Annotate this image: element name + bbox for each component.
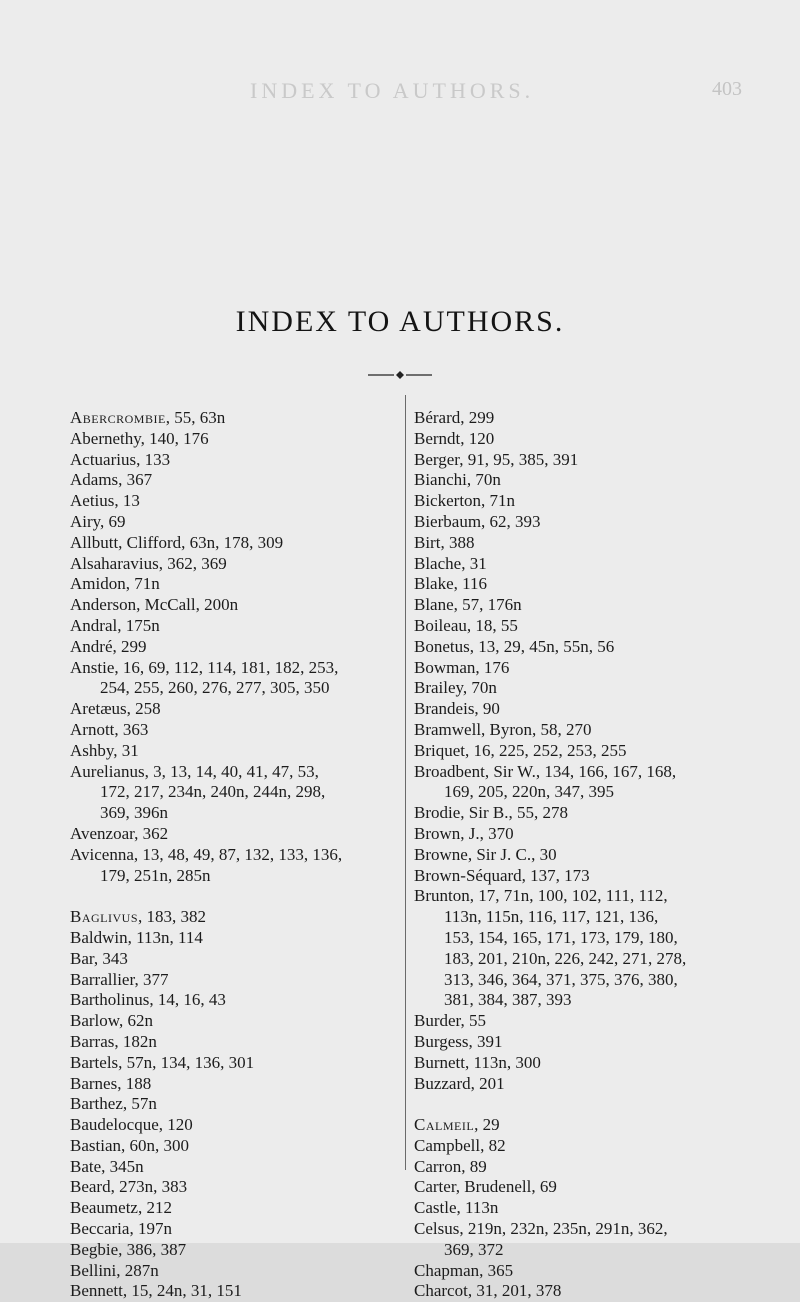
letter-section-lead: Abercrombie [70, 408, 166, 427]
index-entry-continuation: 381, 384, 387, 393 [444, 990, 572, 1010]
index-entry: Bastian, 60n, 300 [70, 1135, 189, 1155]
index-entry: Ashby, 31 [70, 740, 139, 760]
index-entry: Barlow, 62n [70, 1011, 153, 1031]
index-entry: Chapman, 365 [414, 1260, 514, 1280]
index-entry: Actuarius, 133 [70, 449, 171, 469]
index-entry: Anstie, 16, 69, 112, 114, 181, 182, 253, [70, 657, 339, 677]
index-entry: Beaumetz, 212 [70, 1198, 172, 1218]
index-entry: Bierbaum, 62, 393 [414, 511, 541, 531]
index-entry: Bartels, 57n, 134, 136, 301 [70, 1052, 255, 1072]
index-entry: Brown-Séquard, 137, 173 [414, 865, 590, 885]
index-entry: Aretæus, 258 [70, 699, 161, 719]
index-entry-pages: , 183, 382 [138, 907, 207, 927]
right-index-column [414, 408, 774, 1302]
index-entry: Carter, Brudenell, 69 [414, 1177, 557, 1197]
index-entry: Carron, 89 [414, 1156, 487, 1176]
index-entry-continuation: 254, 255, 260, 276, 277, 305, 350 [100, 678, 330, 698]
index-entry: Aetius, 13 [70, 491, 140, 511]
index-entry: Castle, 113n [414, 1198, 499, 1218]
index-entry: Bianchi, 70n [414, 470, 501, 490]
letter-section-lead: Calmeil [414, 1115, 475, 1135]
index-entry-continuation: 183, 201, 210n, 226, 242, 271, 278, [444, 948, 687, 968]
index-entry: Anderson, McCall, 200n [70, 595, 239, 615]
index-entry: Bennett, 15, 24n, 31, 151 [70, 1281, 242, 1301]
index-entry: Beccaria, 197n [70, 1219, 172, 1239]
index-entry: Avenzoar, 362 [70, 823, 169, 843]
index-entry-continuation: 369, 396n [100, 803, 168, 823]
index-entry-pages: , 55, 63n [165, 408, 226, 427]
index-entry: Bramwell, Byron, 58, 270 [414, 719, 592, 739]
index-entry: Baudelocque, 120 [70, 1115, 193, 1135]
index-entry: André, 299 [70, 636, 147, 656]
index-entry: Barnes, 188 [70, 1073, 152, 1093]
index-entry: Brunton, 17, 71n, 100, 102, 111, 112, [414, 886, 668, 906]
index-entry: Browne, Sir J. C., 30 [414, 844, 557, 864]
index-entry: Bellini, 287n [70, 1260, 159, 1280]
index-entry [70, 408, 395, 429]
index-entry: Arnott, 363 [70, 719, 149, 739]
index-entry-continuation: 179, 251n, 285n [100, 865, 211, 885]
left-index-column [70, 408, 395, 1302]
index-entry: Bérard, 299 [414, 408, 495, 427]
index-entry: Briquet, 16, 225, 252, 253, 255 [414, 740, 627, 760]
index-entry: Bar, 343 [70, 948, 128, 968]
index-entry: Brandeis, 90 [414, 699, 500, 719]
index-entry [414, 1115, 774, 1136]
index-entry-continuation: 369, 372 [444, 1239, 504, 1259]
index-entry: Alsaharavius, 362, 369 [70, 553, 227, 573]
index-entry [70, 907, 395, 928]
index-entry: Blake, 116 [414, 574, 488, 594]
index-entry: Broadbent, Sir W., 134, 166, 167, 168, [414, 761, 677, 781]
index-entry: Airy, 69 [70, 511, 126, 531]
index-entry: Burder, 55 [414, 1011, 487, 1031]
index-entry: Barras, 182n [70, 1031, 157, 1051]
index-entry: Adams, 367 [70, 470, 153, 490]
index-entry: Brodie, Sir B., 55, 278 [414, 803, 568, 823]
index-entry: Bowman, 176 [414, 657, 510, 677]
index-entry: Burnett, 113n, 300 [414, 1052, 541, 1072]
index-entry: Berndt, 120 [414, 428, 495, 448]
index-entry: Blane, 57, 176n [414, 595, 522, 615]
ornament-rule [368, 370, 432, 380]
index-entry: Brailey, 70n [414, 678, 497, 698]
index-entry: Birt, 388 [414, 532, 475, 552]
index-entry: Allbutt, Clifford, 63n, 178, 309 [70, 532, 284, 552]
index-entry: Bate, 345n [70, 1156, 144, 1176]
index-entry: Blache, 31 [414, 553, 487, 573]
index-entry: Barthez, 57n [70, 1094, 157, 1114]
index-entry: Campbell, 82 [414, 1135, 506, 1155]
index-entry-pages: , 29 [474, 1115, 500, 1135]
index-entry: Abernethy, 140, 176 [70, 428, 209, 448]
index-entry: Brown, J., 370 [414, 823, 514, 843]
index-entry: Beard, 273n, 383 [70, 1177, 188, 1197]
index-entry: Bartholinus, 14, 16, 43 [70, 990, 226, 1010]
index-entry: Barrallier, 377 [70, 969, 169, 989]
index-entry: Baldwin, 113n, 114 [70, 927, 203, 947]
index-entry: Andral, 175n [70, 615, 160, 635]
index-entry: Berger, 91, 95, 385, 391 [414, 449, 579, 469]
show-through-page-number: 403 [712, 78, 742, 100]
index-entry: Buzzard, 201 [414, 1073, 505, 1093]
letter-section-lead: Baglivus [70, 907, 139, 927]
show-through-header: INDEX TO AUTHORS. [250, 78, 535, 103]
index-entry: Aurelianus, 3, 13, 14, 40, 41, 47, 53, [70, 761, 319, 781]
index-entry: Charcot, 31, 201, 378 [414, 1281, 562, 1301]
index-entry: Bonetus, 13, 29, 45n, 55n, 56 [414, 636, 615, 656]
index-entry-continuation: 313, 346, 364, 371, 375, 376, 380, [444, 969, 678, 989]
index-entry: Begbie, 386, 387 [70, 1239, 187, 1259]
index-entry: Bickerton, 71n [414, 491, 516, 511]
index-entry: Avicenna, 13, 48, 49, 87, 132, 133, 136, [70, 844, 343, 864]
index-entry-continuation: 172, 217, 234n, 240n, 244n, 298, [100, 782, 326, 802]
index-entry-continuation: 153, 154, 165, 171, 173, 179, 180, [444, 927, 678, 947]
page-title: INDEX TO AUTHORS. [235, 305, 565, 338]
index-entry: Celsus, 219n, 232n, 235n, 291n, 362, [414, 1219, 668, 1239]
index-entry: Amidon, 71n [70, 574, 160, 594]
index-entry: Burgess, 391 [414, 1031, 503, 1051]
index-entry-continuation: 113n, 115n, 116, 117, 121, 136, [444, 907, 659, 927]
column-divider [405, 395, 406, 1170]
index-entry-continuation: 169, 205, 220n, 347, 395 [444, 782, 614, 802]
index-entry: Boileau, 18, 55 [414, 615, 518, 635]
